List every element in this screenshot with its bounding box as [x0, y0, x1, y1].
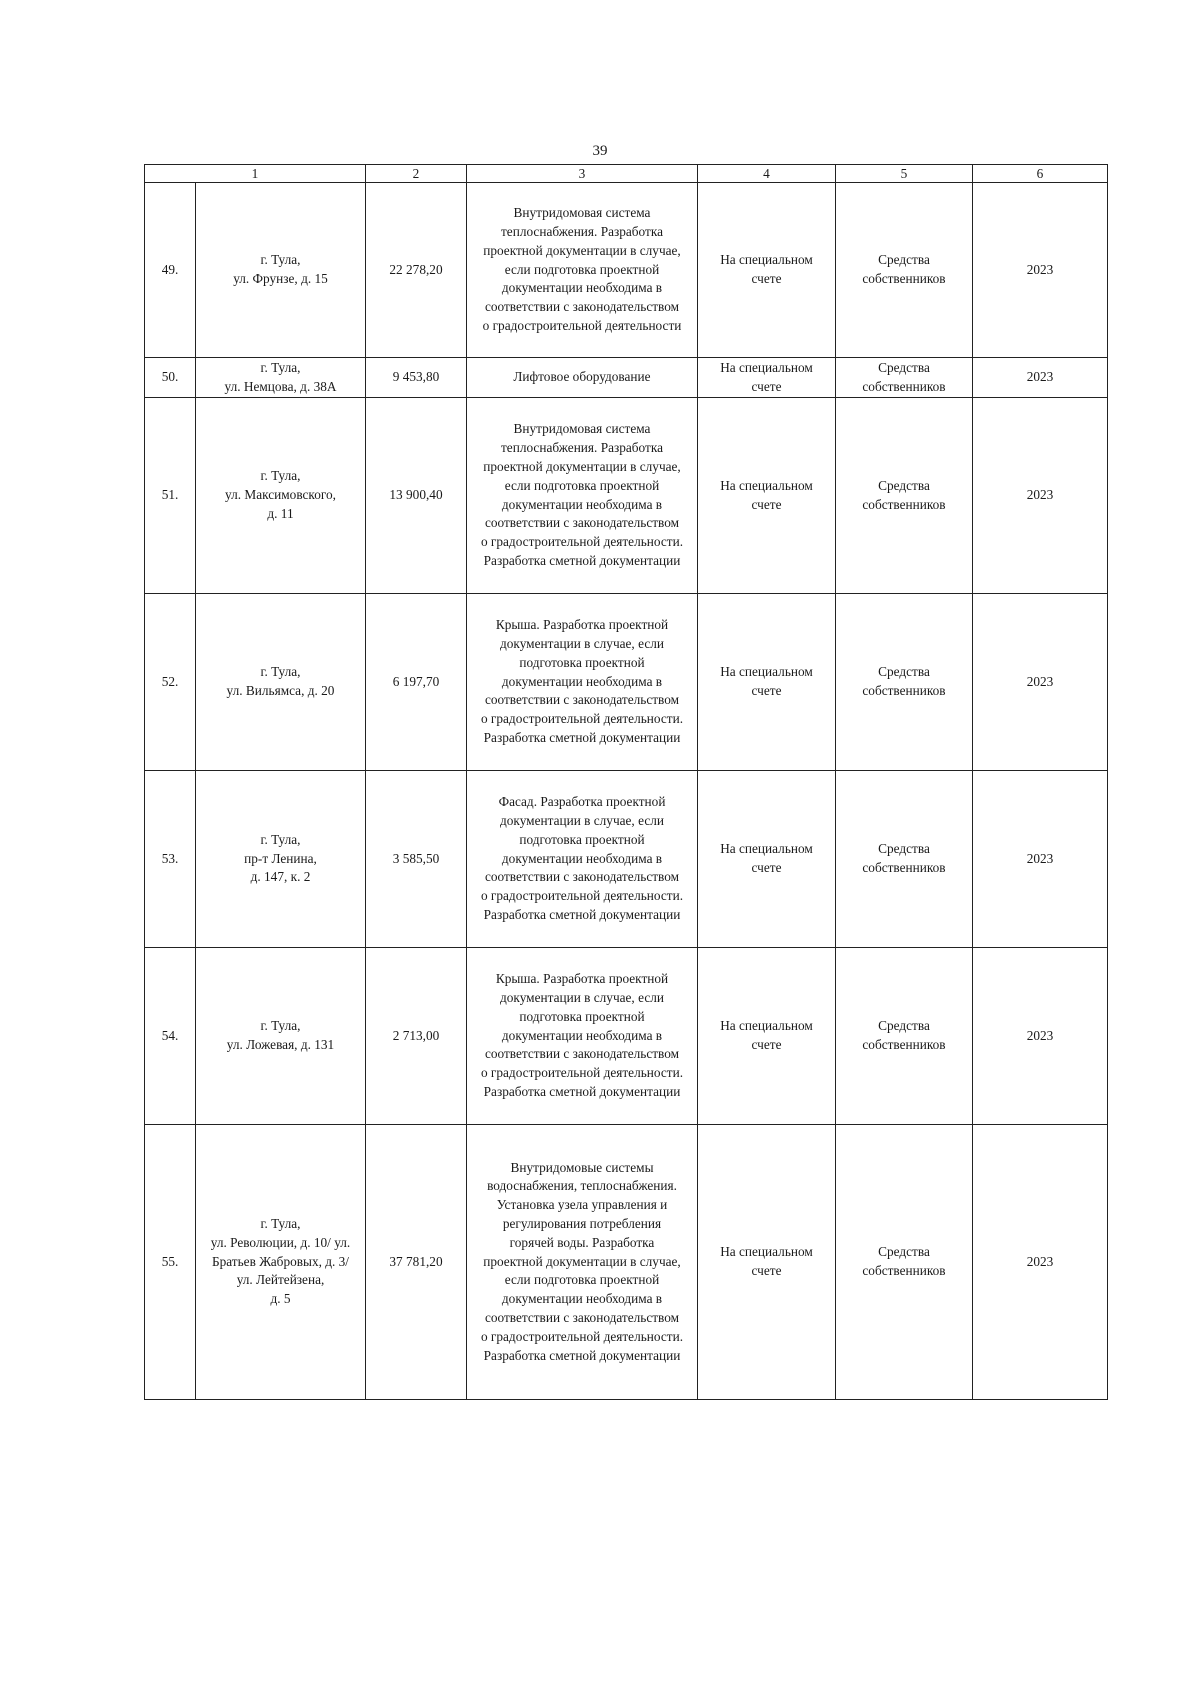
table-row	[145, 771, 1108, 948]
work-description-cell: Внутридомовые системы водоснабжения, теплоснабжения. Установка узела управления и регулирования потребления горячей воды. Разработка проектной документации в случае, если подготовка проектной документации необходима в соответствии с законодательством о градостроительной деятельности. Разработка сметной документации	[467, 1125, 698, 1400]
header-cell: 2	[366, 165, 467, 183]
year-cell: 2023	[973, 1125, 1108, 1400]
address-cell: г. Тула, ул. Максимовского, д. 11	[196, 398, 366, 594]
row-number: 51.	[145, 398, 196, 594]
work-description-cell: Внутридомовая система теплоснабжения. Разработка проектной документации в случае, если подготовка проектной документации необходима в соответствии с законодательством о градостроительной деятельности	[467, 183, 698, 358]
table-row	[145, 594, 1108, 771]
amount-cell: 22 278,20	[366, 183, 467, 358]
funding-source-cell: Средства собственников	[836, 948, 973, 1125]
account-type-cell: На специальном счете	[698, 771, 836, 948]
row-number: 53.	[145, 771, 196, 948]
account-type-cell: На специальном счете	[698, 948, 836, 1125]
header-cell: 6	[973, 165, 1108, 183]
row-number: 49.	[145, 183, 196, 358]
amount-cell: 6 197,70	[366, 594, 467, 771]
row-number: 55.	[145, 1125, 196, 1400]
row-number: 50.	[145, 358, 196, 398]
amount-cell: 3 585,50	[366, 771, 467, 948]
work-description-cell: Крыша. Разработка проектной документации в случае, если подготовка проектной документации необходима в соответствии с законодательством о градостроительной деятельности. Разработка сметной документации	[467, 948, 698, 1125]
address-cell: г. Тула, ул. Вильямса, д. 20	[196, 594, 366, 771]
header-cell: 3	[467, 165, 698, 183]
address-cell: г. Тула, ул. Революции, д. 10/ ул. Братьев Жабровых, д. 3/ ул. Лейтейзена, д. 5	[196, 1125, 366, 1400]
amount-cell: 13 900,40	[366, 398, 467, 594]
account-type-cell: На специальном счете	[698, 1125, 836, 1400]
address-cell: г. Тула, пр-т Ленина, д. 147, к. 2	[196, 771, 366, 948]
work-description-cell: Лифтовое оборудование	[467, 358, 698, 398]
account-type-cell: На специальном счете	[698, 398, 836, 594]
work-description-cell: Фасад. Разработка проектной документации в случае, если подготовка проектной документации необходима в соответствии с законодательством о градостроительной деятельности. Разработка сметной документации	[467, 771, 698, 948]
address-cell: г. Тула, ул. Ложевая, д. 131	[196, 948, 366, 1125]
row-number: 54.	[145, 948, 196, 1125]
funding-source-cell: Средства собственников	[836, 398, 973, 594]
header-cell: 4	[698, 165, 836, 183]
account-type-cell: На специальном счете	[698, 183, 836, 358]
year-cell: 2023	[973, 358, 1108, 398]
amount-cell: 2 713,00	[366, 948, 467, 1125]
address-cell: г. Тула, ул. Немцова, д. 38А	[196, 358, 366, 398]
funding-source-cell: Средства собственников	[836, 771, 973, 948]
table-row	[145, 398, 1108, 594]
table-header-row	[145, 165, 1108, 183]
year-cell: 2023	[973, 183, 1108, 358]
year-cell: 2023	[973, 398, 1108, 594]
table-row	[145, 183, 1108, 358]
capital-repair-table	[144, 164, 1108, 1400]
header-cell: 1	[145, 165, 366, 183]
account-type-cell: На специальном счете	[698, 358, 836, 398]
year-cell: 2023	[973, 771, 1108, 948]
amount-cell: 37 781,20	[366, 1125, 467, 1400]
row-number: 52.	[145, 594, 196, 771]
table-row	[145, 358, 1108, 398]
funding-source-cell: Средства собственников	[836, 183, 973, 358]
table-row	[145, 948, 1108, 1125]
year-cell: 2023	[973, 948, 1108, 1125]
work-description-cell: Внутридомовая система теплоснабжения. Разработка проектной документации в случае, если подготовка проектной документации необходима в соответствии с законодательством о градостроительной деятельности. Разработка сметной документации	[467, 398, 698, 594]
funding-source-cell: Средства собственников	[836, 358, 973, 398]
page-number: 39	[592, 143, 608, 159]
work-description-cell: Крыша. Разработка проектной документации в случае, если подготовка проектной документации необходима в соответствии с законодательством о градостроительной деятельности. Разработка сметной документации	[467, 594, 698, 771]
year-cell: 2023	[973, 594, 1108, 771]
table-row	[145, 1125, 1108, 1400]
account-type-cell: На специальном счете	[698, 594, 836, 771]
funding-source-cell: Средства собственников	[836, 594, 973, 771]
amount-cell: 9 453,80	[366, 358, 467, 398]
funding-source-cell: Средства собственников	[836, 1125, 973, 1400]
address-cell: г. Тула, ул. Фрунзе, д. 15	[196, 183, 366, 358]
header-cell: 5	[836, 165, 973, 183]
